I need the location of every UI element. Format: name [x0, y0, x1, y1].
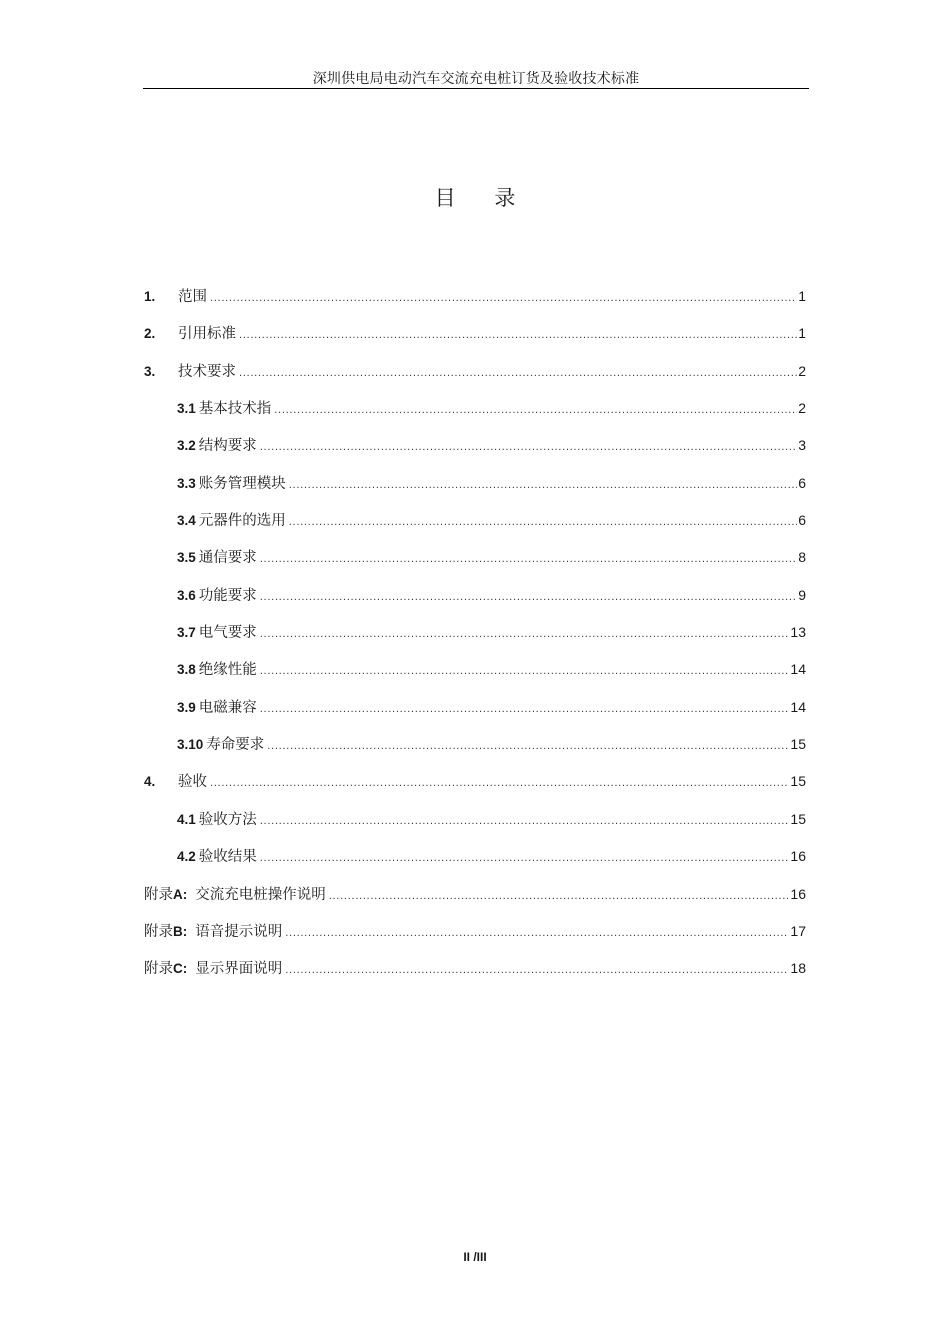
toc-dot-leader [260, 847, 790, 871]
toc-dot-leader [285, 959, 789, 983]
toc-entry-page: 6 [798, 512, 806, 529]
toc-entry[interactable] [144, 956, 806, 993]
toc-entry-number: 3.7 [177, 625, 196, 641]
toc-dot-leader [289, 511, 797, 535]
toc-dot-leader [210, 287, 797, 311]
toc-entry-label: 电磁兼容 [198, 699, 257, 716]
toc-entry-label: 电气要求 [198, 625, 257, 642]
toc-entry-page: 1 [798, 288, 806, 304]
toc-entry-label: 元器件的选用 [198, 513, 286, 530]
toc-entry-page: 15 [790, 736, 806, 753]
toc-entry-page: 14 [790, 698, 806, 715]
toc-entry[interactable] [144, 471, 806, 508]
toc-entry-page: 18 [790, 960, 806, 977]
toc-entry[interactable] [144, 545, 806, 582]
toc-entry[interactable] [144, 508, 806, 545]
toc-dot-leader [239, 324, 797, 348]
toc-entry-page: 14 [790, 661, 806, 678]
toc-entry-page: 16 [790, 848, 806, 865]
toc-dot-leader [260, 436, 797, 460]
toc-entry-label: 交流充电桩操作说明 [195, 886, 326, 903]
toc-entry-number: 4.1 [177, 811, 196, 827]
toc-entry-number: 4.2 [177, 849, 196, 865]
toc-entry[interactable] [144, 433, 806, 470]
toc-entry[interactable] [144, 396, 806, 433]
toc-entry[interactable] [144, 657, 806, 694]
toc-entry[interactable] [144, 583, 806, 620]
toc-entry-label: 范围 [178, 289, 207, 305]
toc-entry-page: 2 [798, 362, 806, 379]
toc-entry-label: 引用标准 [178, 326, 236, 343]
toc-entry[interactable] [144, 882, 806, 919]
toc-entry[interactable] [144, 769, 806, 806]
toc-entry-prefix: 附录 [144, 923, 173, 940]
toc-entry-label: 验收方法 [198, 811, 257, 828]
toc-dot-leader [210, 772, 789, 796]
page-footer-number: II /III [463, 1250, 487, 1264]
toc-entry-number: 3. [144, 363, 156, 379]
toc-entry-page: 15 [790, 773, 806, 790]
toc-entry-prefix: 附录 [144, 886, 173, 903]
toc-entry-number: 4. [144, 774, 156, 790]
toc-dot-leader [260, 810, 790, 834]
toc-entry-number: A: [173, 886, 188, 902]
toc-entry-page: 6 [798, 474, 806, 491]
toc-entry-page: 17 [790, 922, 806, 939]
toc-entry-label: 寿命要求 [206, 737, 265, 754]
toc-entry-label: 通信要求 [198, 550, 257, 567]
toc-dot-leader [260, 586, 797, 610]
toc-entry-number: 1. [144, 289, 156, 304]
toc-entry[interactable] [144, 919, 806, 956]
toc-dot-leader [329, 885, 790, 909]
toc-entry-label: 语音提示说明 [195, 923, 283, 940]
toc-title: 目 录 [434, 186, 532, 210]
toc-entry-prefix: 附录 [144, 961, 173, 978]
toc-dot-leader [239, 362, 797, 386]
toc-entry-page: 1 [798, 325, 806, 342]
toc-entry-label: 账务管理模块 [198, 475, 286, 492]
toc-entry-page: 9 [798, 586, 806, 603]
toc-entry-page: 16 [790, 885, 806, 902]
toc-entry-number: 3.9 [177, 699, 196, 715]
toc-entry-label: 基本技术指 [198, 401, 272, 418]
toc-entry[interactable] [144, 844, 806, 881]
toc-entry-number: 2. [144, 326, 156, 342]
toc-entry-page: 13 [790, 624, 806, 641]
toc-entry-number: 3.2 [177, 438, 196, 454]
toc-entry-page: 15 [790, 810, 806, 827]
toc-entry-number: 3.4 [177, 513, 196, 529]
toc-entry[interactable] [144, 359, 806, 396]
toc-dot-leader [267, 735, 789, 759]
toc-entry-number: B: [173, 923, 188, 939]
toc-entry[interactable] [144, 321, 806, 358]
toc-entry-number: 3.10 [177, 737, 204, 753]
toc-entry-page: 8 [798, 549, 806, 566]
toc-list [144, 284, 806, 994]
header-rule [143, 88, 809, 89]
toc-entry-label: 结构要求 [198, 438, 257, 455]
toc-entry-number: 3.3 [177, 475, 196, 491]
toc-entry-page: 2 [798, 400, 806, 417]
toc-dot-leader [260, 623, 790, 647]
toc-dot-leader [260, 698, 790, 722]
toc-entry-number: 3.8 [177, 662, 196, 678]
toc-entry-label: 显示界面说明 [195, 961, 283, 978]
toc-entry[interactable] [144, 732, 806, 769]
toc-entry[interactable] [144, 284, 806, 321]
toc-dot-leader [274, 399, 797, 423]
toc-entry[interactable] [144, 695, 806, 732]
toc-entry-label: 绝缘性能 [198, 662, 257, 679]
toc-entry-number: 3.5 [177, 550, 196, 566]
toc-dot-leader [289, 474, 797, 498]
toc-entry-label: 功能要求 [198, 587, 257, 604]
running-header: 深圳供电局电动汽车交流充电桩订货及验收技术标准 [312, 71, 640, 87]
toc-dot-leader [285, 922, 789, 946]
toc-entry-number: 3.1 [177, 401, 196, 417]
toc-entry-number: 3.6 [177, 587, 196, 603]
toc-entry[interactable] [144, 807, 806, 844]
toc-entry-number: C: [173, 961, 188, 977]
toc-entry-label: 验收结果 [198, 849, 257, 866]
toc-entry-label: 验收 [178, 774, 207, 791]
toc-dot-leader [260, 660, 790, 684]
toc-entry-label: 技术要求 [178, 363, 236, 380]
toc-entry-page: 3 [798, 437, 806, 454]
toc-entry[interactable] [144, 620, 806, 657]
toc-dot-leader [260, 548, 797, 572]
